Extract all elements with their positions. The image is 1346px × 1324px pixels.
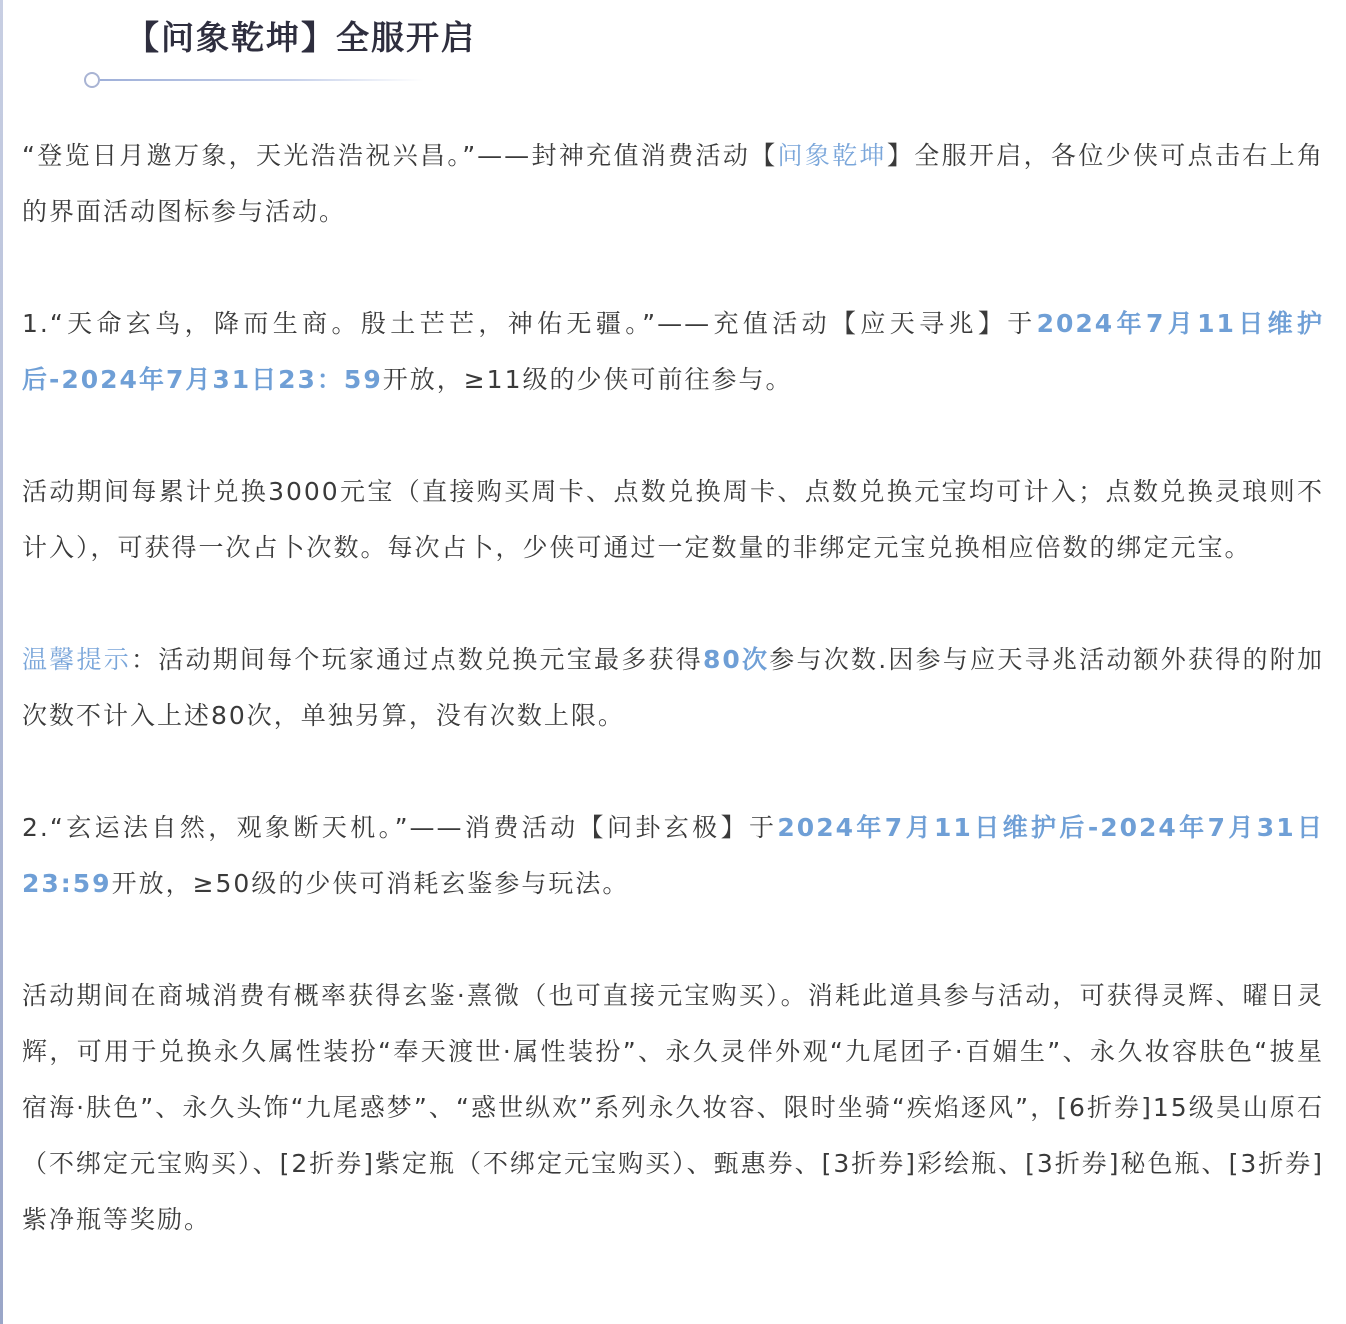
tip-label: 温馨提示	[22, 645, 131, 674]
paragraph-consume-details	[22, 968, 1324, 1248]
tip-count-highlight: 80次	[702, 645, 770, 674]
paragraph-tip	[22, 632, 1324, 744]
title-underline-bar	[100, 79, 424, 81]
article-body	[22, 128, 1324, 1248]
event-name-highlight: 问象乾坤	[777, 141, 887, 170]
tip-text-end: 参与次数.因参与应天寻兆活动额外获得的附加次数不计入上述80次，单独另算，没有次数上限。	[22, 645, 1324, 730]
recharge-details-text: 活动期间每累计兑换3000元宝（直接购买周卡、点数兑换周卡、点数兑换元宝均可计入；点数兑换灵琅则不计入），可获得一次占卜次数。每次占卜，少侠可通过一定数量的非绑定元宝兑换相应倍数的绑定元宝。	[22, 477, 1324, 562]
paragraph-intro	[22, 128, 1324, 240]
consume-event-date: 2024年7月11日维护后-2024年7月31日23:59	[22, 813, 1324, 898]
intro-text: “登览日月邀万象，天光浩浩祝兴昌。”——封神充值消费活动【	[22, 141, 778, 170]
consume-details-text: 活动期间在商城消费有概率获得玄鉴·熹微（也可直接元宝购买）。消耗此道具参与活动，可获得灵辉、曜日灵辉，可用于兑换永久属性装扮“奉天渡世·属性装扮”、永久灵伴外观“九尾团子·百媚生”、永久妆容肤色“披星宿海·肤色”、永久头饰“九尾惑梦”、“惑世纵欢”系列永久妆容、限时坐骑“疾焰逐风”，[6折券]15级昊山原石（不绑定元宝购买）、[2折券]紫定瓶（不绑定元宝购买）、甄惠券、[3折券]彩绘瓶、[3折券]秘色瓶、[3折券]紫净瓶等奖励。	[22, 981, 1324, 1234]
title-underline-dot	[84, 72, 100, 88]
left-border	[0, 0, 3, 1324]
title-underline	[84, 72, 424, 88]
paragraph-recharge-details	[22, 464, 1324, 576]
recharge-event-date: 2024年7月11日维护后-2024年7月31日23：59	[22, 309, 1324, 394]
recharge-event-text: 1.“天命玄鸟，降而生商。殷土芒芒，神佑无疆。”——充值活动【应天寻兆】于	[22, 309, 1037, 338]
article-title: 【问象乾坤】全服开启	[126, 18, 476, 57]
consume-event-text: 2.“玄运法自然，观象断天机。”——消费活动【问卦玄极】于	[22, 813, 778, 842]
tip-text: ：活动期间每个玩家通过点数兑换元宝最多获得	[130, 645, 703, 674]
paragraph-recharge-event	[22, 296, 1324, 408]
intro-text-end: 】全服开启，各位少侠可点击右上角的界面活动图标参与活动。	[22, 141, 1324, 226]
consume-event-text-end: 开放，≥50级的少侠可消耗玄鉴参与玩法。	[111, 869, 630, 898]
recharge-event-text-end: 开放，≥11级的少侠可前往参与。	[382, 365, 793, 394]
paragraph-consume-event	[22, 800, 1324, 912]
